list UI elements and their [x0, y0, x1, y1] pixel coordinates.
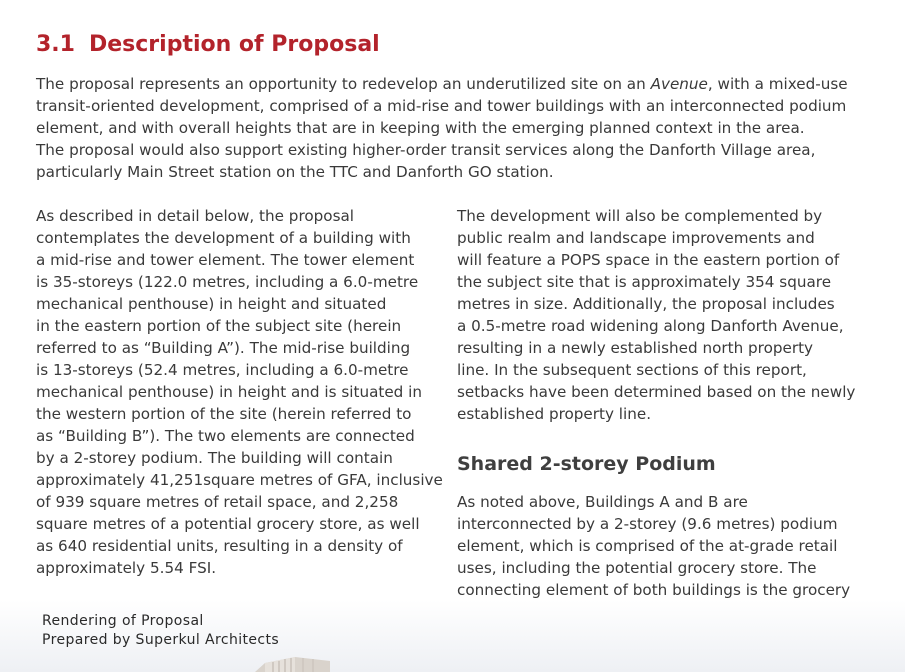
intro-line: element, and with overall heights that are in keeping with the emerging planned context in the area.: [36, 119, 805, 137]
caption-title: Rendering of Proposal: [42, 613, 204, 629]
body-line: will feature a POPS space in the eastern portion of: [457, 251, 840, 269]
body-line: is 35-storeys (122.0 metres, including a 6.0-metre: [36, 273, 419, 291]
body-line: is 13-storeys (52.4 metres, including a 6.0-metre: [36, 361, 409, 379]
body-line: As noted above, Buildings A and B are: [457, 493, 748, 511]
section-title: Description of Proposal: [88, 32, 380, 57]
body-line: setbacks have been determined based on the newly: [457, 383, 856, 401]
body-line: of 939 square metres of retail space, and 2,258: [36, 493, 399, 511]
body-line: as 640 residential units, resulting in a density of: [36, 537, 403, 555]
building-rendering: [255, 657, 330, 672]
intro-line: transit-oriented development, comprised of a mid-rise and tower buildings with an interconnected podium: [36, 97, 847, 115]
right-column-paragraph: [457, 205, 855, 425]
body-line: referred to as “Building A”). The mid-rise building: [36, 339, 411, 357]
body-line: square metres of a potential grocery store, as well: [36, 515, 420, 533]
body-line: by a 2-storey podium. The building will contain: [36, 449, 393, 467]
body-line: As described in detail below, the proposal: [36, 207, 355, 225]
body-line: mechanical penthouse) in height and situated: [36, 295, 387, 313]
section-number: 3.1: [36, 32, 75, 57]
body-line: element, which is comprised of the at-grade retail: [457, 537, 838, 555]
intro-line: The proposal represents an opportunity to redevelop an underutilized site on an Avenue, with a mixed-use: [36, 75, 848, 93]
body-line: a mid-rise and tower element. The tower element: [36, 251, 415, 269]
image-caption: [42, 612, 279, 649]
intro-line: The proposal would also support existing higher-order transit services along the Danforth Village area,: [36, 141, 816, 159]
body-line: metres in size. Additionally, the proposal includes: [457, 295, 835, 313]
body-line: approximately 5.54 FSI.: [36, 559, 217, 577]
intro-paragraph: [36, 73, 848, 183]
body-line: a 0.5-metre road widening along Danforth Avenue,: [457, 317, 844, 335]
podium-subheading: Shared 2-storey Podium: [457, 453, 716, 475]
intro-line: particularly Main Street station on the TTC and Danforth GO station.: [36, 163, 554, 181]
body-line: contemplates the development of a building with: [36, 229, 411, 247]
body-line: connecting element of both buildings is the grocery: [457, 581, 851, 599]
body-line: mechanical penthouse) in height and is situated in: [36, 383, 422, 401]
body-line: public realm and landscape improvements and: [457, 229, 815, 247]
body-line: line. In the subsequent sections of this report,: [457, 361, 807, 379]
caption-credit: Prepared by Superkul Architects: [42, 631, 280, 648]
body-line: resulting in a newly established north property: [457, 339, 814, 357]
body-line: in the eastern portion of the subject site (herein: [36, 317, 402, 335]
body-line: approximately 41,251square metres of GFA, inclusive: [36, 471, 443, 489]
body-line: the subject site that is approximately 354 square: [457, 273, 832, 291]
body-line: the western portion of the site (herein referred to: [36, 405, 412, 423]
avenue-term: Avenue: [650, 75, 708, 93]
section-heading: [36, 32, 380, 57]
body-line: The development will also be complemented by: [457, 207, 823, 225]
body-line: established property line.: [457, 405, 652, 423]
body-line: interconnected by a 2-storey (9.6 metres) podium: [457, 515, 838, 533]
left-column-paragraph: [36, 205, 443, 579]
body-line: as “Building B”). The two elements are connected: [36, 427, 415, 445]
body-line: uses, including the potential grocery store. The: [457, 559, 817, 577]
